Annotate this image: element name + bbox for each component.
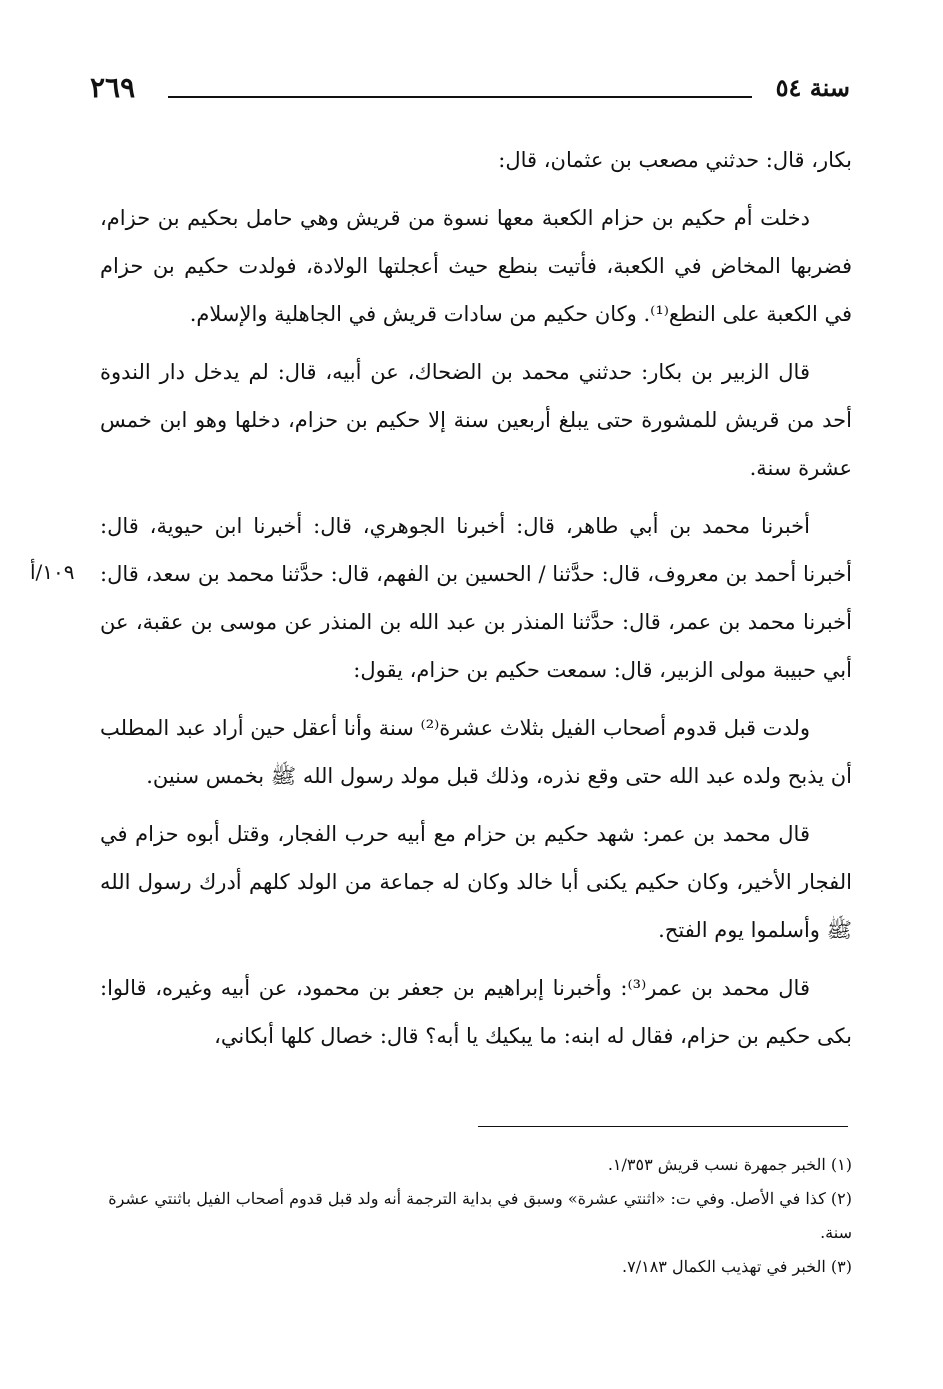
footnote: (٢) كذا في الأصل. وفي ت: «اثنتي عشرة» وسبق في بداية الترجمة أنه ولد قبل قدوم أصحاب الفيل باثنتي عشرة سنة. [108,1189,852,1242]
paragraph: دخلت أم حكيم بن حزام الكعبة معها نسوة من قريش وهي حامل بحكيم بن حزام، فضربها المخاض في الكعبة، فأتيت بنطع حيث أعجلتها الولادة، فولدت حكيم بن حزام في الكعبة على النطع⁽¹⁾. وكان حكيم من سادات قريش في الجاهلية والإسلام. [100,206,852,326]
footnote-rule [478,1126,848,1127]
paragraph: أخبرنا محمد بن أبي طاهر، قال: أخبرنا الجوهري، قال: أخبرنا ابن حيوية، قال: أخبرنا أحمد بن معروف، قال: حدَّثنا / الحسين بن الفهم، قال: حدَّثنا محمد بن سعد، قال: أخبرنا محمد بن عمر، قال: حدَّثنا المنذر بن عبد الله بن المنذر عن موسى بن عقبة، عن أبي حبيبة مولى الزبير، قال: سمعت حكيم بن حزام، يقول: [100,514,853,682]
margin-folio-reference: ١٠٩/أ [30,560,75,584]
paragraph-continuation: بكار، قال: حدثني مصعب بن عثمان، قال: [498,148,852,172]
header-rule [168,96,752,98]
page-header [90,70,850,110]
footnotes [100,1148,852,1284]
paragraph: قال محمد بن عمر: شهد حكيم بن حزام مع أبيه حرب الفجار، وقتل أبوه حزام في الفجار الأخير، وكان حكيم يكنى أبا خالد وكان له جماعة من الولد كلهم أدرك رسول الله ﷺ وأسلموا يوم الفتح. [100,822,852,942]
running-head: سنة ٥٤ [775,73,850,102]
paragraph: ولدت قبل قدوم أصحاب الفيل بثلاث عشرة⁽²⁾ سنة وأنا أعقل حين أراد عبد المطلب أن يذبح ولده عبد الله حتى وقع نذره، وذلك قبل مولد رسول الله ﷺ بخمس سنين. [100,716,852,788]
footnote: (٣) الخبر في تهذيب الكمال ٧/١٨٣. [622,1257,852,1276]
paragraph: قال محمد بن عمر⁽³⁾: وأخبرنا إبراهيم بن جعفر بن محمود، عن أبيه وغيره، قالوا: بكى حكيم بن حزام، فقال له ابنه: ما يبكيك يا أبه؟ قال: خصال كلها أبكاني، [100,976,852,1048]
paragraph: قال الزبير بن بكار: حدثني محمد بن الضحاك، عن أبيه، قال: لم يدخل دار الندوة أحد من قريش للمشورة حتى يبلغ أربعين سنة إلا حكيم بن حزام، دخلها وهو ابن خمس عشرة سنة. [100,360,852,480]
main-text [100,136,852,1070]
page-number: ٢٦٩ [90,71,136,104]
footnote: (١) الخبر جمهرة نسب قريش ١/٣٥٣. [607,1155,852,1174]
